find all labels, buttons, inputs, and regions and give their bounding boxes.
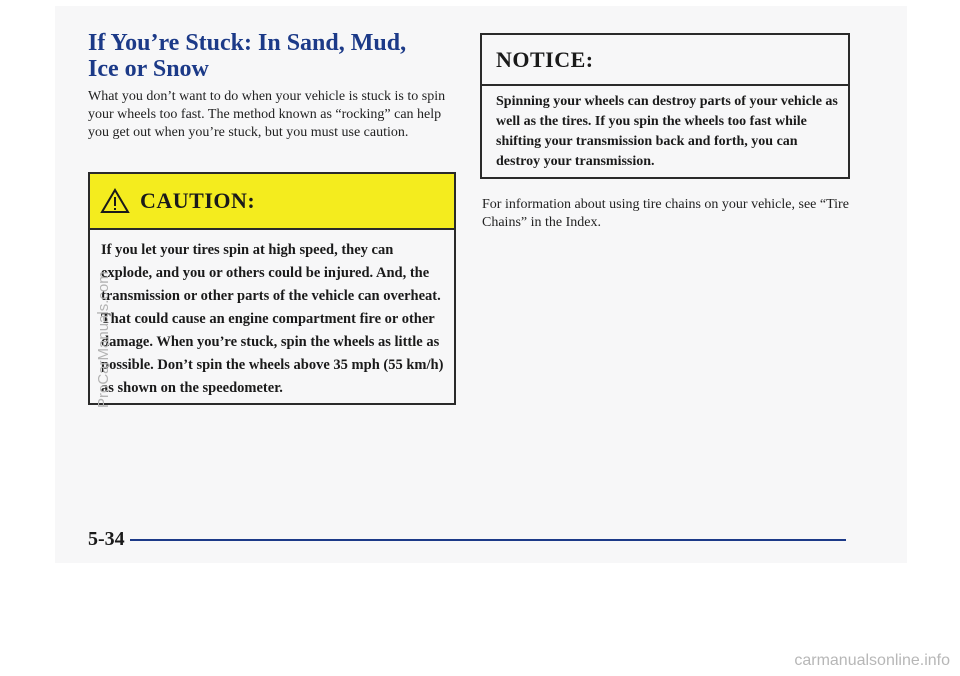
tire-chains-info: For information about using tire chains on your vehicle, see “Tire Chains” in the Index. xyxy=(482,197,849,230)
side-watermark-text: ProCarManuals.com xyxy=(95,271,112,408)
heading-line-2: Ice or Snow xyxy=(88,56,209,82)
caution-title: CAUTION: xyxy=(140,188,256,213)
side-watermark xyxy=(96,190,112,410)
caution-text: If you let your tires spin at high speed, they can explode, and you or others could be injured. And, the transmission or other parts of the vehicle can overheat. That could cause an engine compartment fire or other damage. When you’re stuck, spin the wheels as little as possible. Don’t spin the wheels above 35 mph (55 km/h) as shown on the speedometer. xyxy=(101,242,444,396)
caution-header xyxy=(90,174,454,230)
notice-text: Spinning your wheels can destroy parts of your vehicle as well as the tires. If you spin the wheels too fast while shifting your transmission back and forth, you can destroy your transmission. xyxy=(496,94,838,169)
footer-rule xyxy=(130,539,846,541)
intro-paragraph: What you don’t want to do when your vehicle is stuck is to spin your wheels too fast. The method known as “rocking” can help you get out when you’re stuck, but you must use caution. xyxy=(88,89,446,140)
notice-box xyxy=(480,33,850,179)
caution-box xyxy=(88,172,456,405)
notice-title: NOTICE: xyxy=(496,46,594,72)
bottom-watermark: carmanualsonline.info xyxy=(794,652,950,669)
page-number: 5-34 xyxy=(88,528,125,550)
section-heading xyxy=(88,30,406,82)
notice-header xyxy=(482,35,848,86)
heading-line-1: If You’re Stuck: In Sand, Mud, xyxy=(88,30,407,56)
